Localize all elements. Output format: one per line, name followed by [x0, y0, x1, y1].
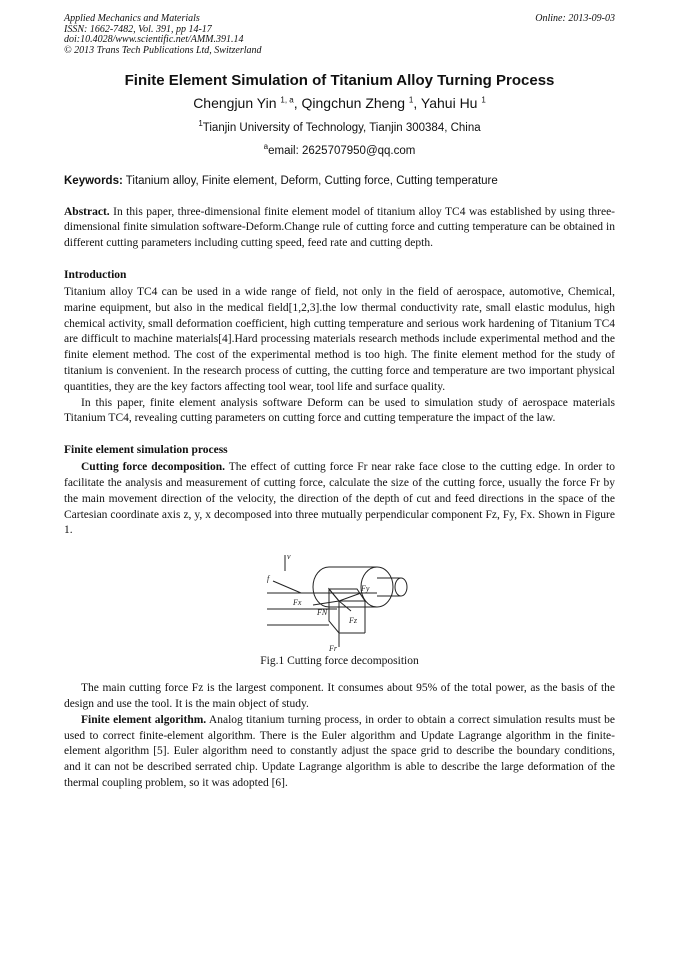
main-force-paragraph: The main cutting force Fz is the largest component. It consumes about 95% of the total power, as the basis of the design and use the tool. It is the main object of study. — [64, 682, 615, 710]
author-name: Yahui Hu — [420, 95, 478, 111]
cutting-force-text: The effect of cutting force Fr near rake face close to the cutting edge. In order to facilitate the analysis and measurement of cutting force, calculate the size of the cutting force, usually the force Fr by the main movement direction of the velocity, the direction of the depth of cut and feed directions in the space of the Cartesian coordinate axis z, y, x decomposed into three mutually perpendicular component Fz, Fy, Fx. Shown in Figure 1. — [64, 461, 616, 537]
affiliation-sup: 1 — [198, 119, 203, 128]
abstract-text: In this paper, three-dimensional finite element model of titanium alloy TC4 was established by using three-dimensional finite simulation software-Deform.Change rule of cutting force and cutting temperature can be obtained in different cutting parameters including cutting speed, feed rate and cutting depth. — [64, 205, 615, 250]
label-fx: Fx — [292, 598, 301, 608]
doi-line: doi:10.4028/www.scientific.net/AMM.391.14 — [64, 34, 244, 45]
author-sup: 1, a — [280, 95, 294, 105]
author-list: Chengjun Yin $^{1, a}$, Qingchun Zheng $^1$, Yahui Hu $^1$ — [193, 95, 486, 111]
copyright-line: © 2013 Trans Tech Publications Ltd, Switzerland — [64, 44, 262, 56]
figure-caption: Fig.1 Cutting force decomposition — [260, 655, 419, 668]
cutting-force-paragraph — [64, 460, 615, 539]
label-f: f — [266, 574, 269, 584]
email-text: email: 2625707950@qq.com — [268, 144, 416, 157]
author-sup: 1 — [408, 95, 414, 105]
affiliation-text: Tianjin University of Technology, Tianjin 300384, China — [202, 121, 481, 134]
keywords-label: Keywords: — [64, 174, 123, 187]
label-fy: Fy — [360, 584, 369, 594]
figure-1 — [64, 549, 615, 667]
label-fz: Fz — [348, 616, 357, 626]
abstract — [64, 205, 615, 252]
section-heading-simulation: Finite element simulation process — [64, 444, 228, 457]
keywords-text: Titanium alloy, Finite element, Deform, Cutting force, Cutting temperature — [125, 174, 498, 187]
label-fr: Fr — [328, 644, 337, 654]
author-name: Qingchun Zheng — [301, 95, 406, 111]
paper-page — [64, 14, 615, 792]
journal-name: Applied Mechanics and Materials — [64, 13, 200, 24]
algorithm-label: Finite element algorithm. — [81, 713, 207, 726]
paper-title: Finite Element Simulation of Titanium Alloy Turning Process — [124, 72, 555, 89]
cutting-force-label: Cutting force decomposition. — [81, 461, 225, 474]
label-fn: FN — [316, 608, 327, 618]
email-line — [64, 142, 615, 157]
intro-paragraph-2: In this paper, finite element analysis software Deform can be used to simulation study of aerospace materials Titanium TC4, revealing cutting parameters on cutting force and cutting temperature the impact of the law. — [64, 396, 615, 425]
author-name: Chengjun Yin — [193, 95, 277, 111]
online-date: Online: 2013-09-03 — [535, 13, 615, 24]
cutting-force-diagram — [265, 549, 415, 653]
tool-side — [329, 589, 339, 633]
label-v: v — [286, 552, 291, 562]
author-sup: 1 — [481, 95, 486, 105]
section-heading-introduction: Introduction — [64, 269, 127, 282]
abstract-label: Abstract. — [64, 205, 110, 218]
issn-line: ISSN: 1662-7482, Vol. 391, pp 14-17 — [64, 23, 212, 35]
keywords — [64, 175, 615, 187]
algorithm-paragraph — [64, 713, 615, 792]
email-sup: a — [263, 141, 269, 151]
algorithm-text: Analog titanium turning process, in order to obtain a correct simulation results must be used to correct finite-element algorithm. There is the Euler algorithm and Update Lagrange algorithm in the finite-element algorithm [5]. Euler algorithm need to constantly adjust the space grid to describe the boundary conditions, and it can not be described serrated chip. Update Lagrange algorithm is able to describe the large deformation of the thermal coupling problem, so it was adopted [6]. — [64, 713, 615, 789]
journal-header — [64, 14, 615, 56]
affiliation — [64, 119, 615, 134]
intro-paragraph-1: Titanium alloy TC4 can be used in a wide range of field, not only in the field of aerospace, automotive, Chemical, marine equipment, but also in the medical field[1,2,3].the low thermal conductivity rate, small elastic modulus, high chemical activity, small deformation coefficient, high cutting temperature and serious work hardening of Titanium TC4 are difficult to machine materials[4].Hard processing materials research methods include experimental method and the finite element method. The cost of the experimental method is too high. The finite element method for the study of titanium is convenient. In the research process of cutting, the cutting force and temperature are two important physical quantities, they are the key factors affecting tool wear, tool life and surface quality. — [64, 286, 615, 393]
